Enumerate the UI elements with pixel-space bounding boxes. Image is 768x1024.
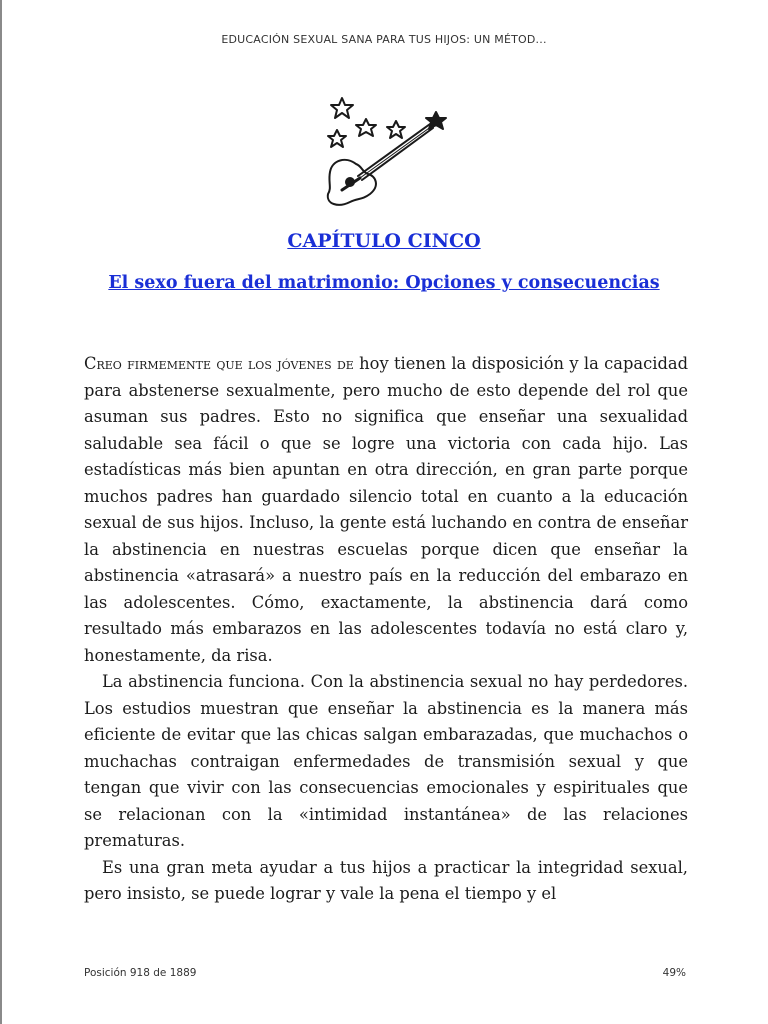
star-icon [331,98,353,118]
paragraph-1-text: hoy tienen la disposición y la capacidad para abstenerse sexualmente, pero mucho de esto depende del rol que asuman sus padres. Esto no significa que enseñar una sexualidad saludable sea fácil o que se logre una victoria con cada hijo. Las estadísticas más bien apuntan en otra dirección, en gran parte porque muchos padres han guardado silencio total en cuanto a la educación sexual de sus hijos. Incluso, la gente está luchando en contra de enseñar la abstinencia en nuestras escuelas porque dicen que enseñar la abstinencia «atrasará» a nuestro país en la reducción del embarazo en las adolescentes. Cómo, exactamente, la abstinencia dará como resultado más embarazos en las adolescentes todavía no está claro y, honestamente, da risa. [84,354,688,665]
guitar-with-stars-icon [316,94,452,210]
reading-position: Posición 918 de 1889 [84,967,197,979]
star-icon [356,119,376,136]
star-icon [387,121,405,138]
star-icon [328,130,346,147]
paragraph-2: La abstinencia funciona. Con la abstinencia sexual no hay perdedores. Los estudios muestran que enseñar la abstinencia es la manera más eficiente de evitar que las chicas salgan embarazadas, que muchachos o muchachas contraigan enfermedades de transmisión sexual y que tengan que vivir con las consecuencias emocionales y espirituales que se relacionan con la «intimidad instantánea» de las relaciones prematuras. [84,672,688,850]
chapter-subtitle[interactable]: El sexo fuera del matrimonio: Opciones y consecuencias [108,273,660,293]
reading-progress: 49% [662,967,686,979]
paragraph-3: Es una gran meta ayudar a tus hijos a practicar la integridad sexual, pero insisto, se puede lograr y vale la pena el tiempo y el [84,857,688,903]
paragraph-lead: Creo firmemente que los jóvenes de [84,354,354,373]
paragraph-1 [84,351,688,669]
page-left-edge [0,0,2,1024]
star-icon [426,112,446,129]
running-header: EDUCACIÓN SEXUAL SANA PARA TUS HIJOS: UN MÉTOD... [221,33,547,46]
chapter-title[interactable]: CAPÍTULO CINCO [287,230,481,252]
body-text [84,351,688,908]
